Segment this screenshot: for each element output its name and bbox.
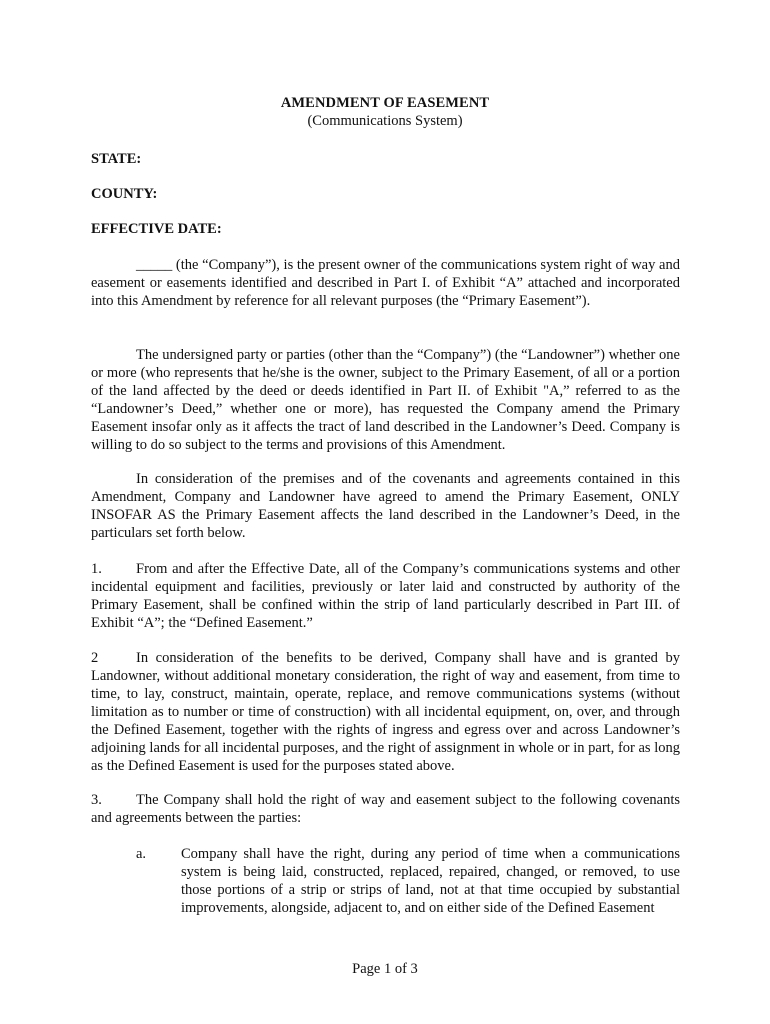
section-1-number: 1. [91,561,102,577]
section-2-text: In consideration of the benefits to be derived, Company shall have and is granted by Landowner, without additional monetary consideration, the right of way and easement, from time to time, to lay, construct, maintain, operate, replace, and remove communications systems (without limitation as to number or time of construction) with all incidental equipment, on, over, and through the Defined Easement, together with the rights of ingress and egress over and across Landowner’s adjoining lands for all incidental purposes, and the right of assignment in whole or in part, for as long as the Defined Easement is used for the purposes stated above. [91,650,680,774]
section-2 [91,649,680,775]
sub-item-a-letter: a. [136,846,147,862]
paragraph-consideration: In consideration of the premises and of the covenants and agreements contained in this Amendment, Company and Landowner have agreed to amend the Primary Easement, ONLY INSOFAR AS the Primary Easement affects the land described in the Landowner’s Deed, in the particulars set forth below. [91,471,680,541]
document-subtitle: (Communications System) [307,113,463,129]
section-1-text: From and after the Effective Date, all of the Company’s communications systems and other incidental equipment and facilities, previously or later laid and constructed by authority of the Primary Easement, shall be confined within the strip of land particularly described in Part III. of Exhibit “A”; the “Defined Easement.” [91,561,680,631]
county-label: COUNTY: [91,186,158,202]
effective-date-label: EFFECTIVE DATE: [91,221,222,237]
section-1 [91,560,680,632]
section-2-number: 2 [91,650,99,666]
section-3-number: 3. [91,792,102,808]
sub-item-a-text: Company shall have the right, during any period of time when a communications system is being laid, constructed, replaced, repaired, changed, or removed, to use those portions of a strip or strips of land, not at that time occupied by substantial improvements, alongside, adjacent to, and on either side of the Defined Easement [181,846,680,916]
state-label: STATE: [91,151,142,167]
section-3 [91,791,680,827]
page-number: Page 1 of 3 [352,961,418,977]
section-3-text: The Company shall hold the right of way and easement subject to the following covenants and agreements between the parties: [91,792,680,826]
paragraph-primary-easement: _____ (the “Company”), is the present owner of the communications system right of way and easement or easements identified and described in Part I. of Exhibit “A” attached and incorporated into this Amendment by reference for all relevant purposes (the “Primary Easement”). [91,257,680,309]
document-title: AMENDMENT OF EASEMENT [280,95,490,111]
paragraph-landowner: The undersigned party or parties (other than the “Company”) (the “Landowner”) whether one or more (who represents that he/she is the owner, subject to the Primary Easement, of all or a portion of the land affected by the deed or deeds identified in Part II. of Exhibit "A,” referred to as the “Landowner’s Deed,” whether one or more), has requested the Company amend the Primary Easement insofar only as it affects the tract of land described in the Landowner’s Deed. Company is willing to do so subject to the terms and provisions of this Amendment. [91,347,680,453]
